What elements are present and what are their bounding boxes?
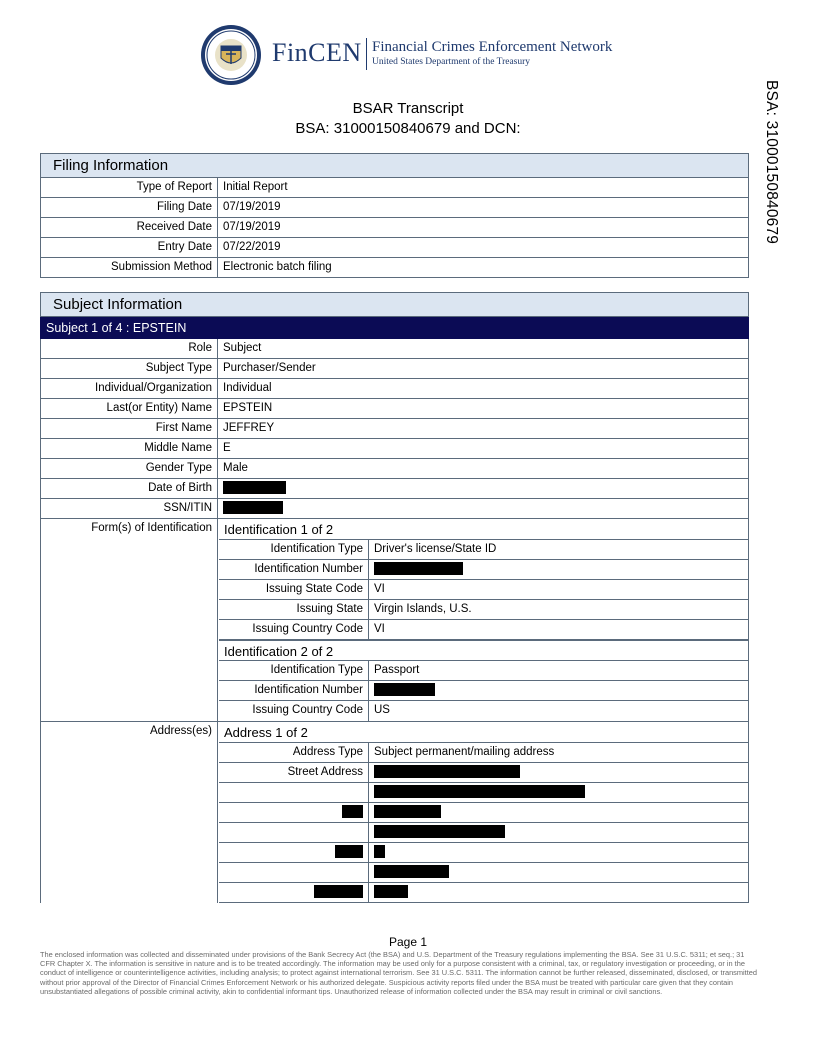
field-label: Issuing State (219, 600, 369, 619)
field-value: Male (223, 462, 248, 474)
table-row (219, 620, 748, 640)
field-label: Submission Method (41, 258, 218, 277)
field-value (369, 883, 748, 902)
field-value: Subject permanent/mailing address (374, 746, 555, 758)
brand-divider (366, 38, 367, 70)
table-row (219, 580, 748, 600)
field-value: US (374, 704, 390, 716)
legal-disclaimer: The enclosed information was collected and disseminated under provisions of the Bank Secrecy Act (the BSA) and U.S. Department of the Treasury regulations implementing the BSA. See 31 U.S.C. 5311; et seq.; 31 CFR Chapter X. The information is sensitive in nature and is to be treated accordingly. The information may be used only for a purpose consistent with a criminal, tax, or regulatory investigation or proceeding, or in the conduct of intelligence or counterintelligence activities, including analysis; to protect against international terrorism. See 31 U.S.C. 5311. The information cannot be further released, disseminated, disclosed, or transmitted without prior approval of the Director of Financial Crimes Enforcement Network or his authorized delegate. Suspicious activity reports filed under the BSA must be treated with particular care given that they contain unsubstantiated allegations of possible criminal activity, akin to confidential informant tips. Unauthorized release of information collected under the BSA may result in criminal or civil sanctions. (40, 950, 758, 996)
field-value: EPSTEIN (223, 402, 273, 414)
field-label: First Name (41, 419, 218, 438)
table-row (219, 823, 748, 843)
field-label: Form(s) of Identification (41, 519, 218, 721)
field-value (369, 783, 748, 802)
field-value: Initial Report (223, 181, 288, 193)
side-bsa-text: BSA: 31000150840679 (763, 80, 780, 245)
field-label: Issuing Country Code (219, 620, 369, 639)
field-label: Role (41, 339, 218, 358)
field-label (219, 843, 369, 862)
field-label: Gender Type (41, 459, 218, 478)
table-row (40, 459, 749, 479)
field-value: Electronic batch filing (223, 261, 332, 273)
table-row (219, 863, 748, 883)
table-row (40, 339, 749, 359)
field-value: 07/19/2019 (223, 201, 281, 213)
org-name: Financial Crimes Enforcement Network (372, 39, 613, 55)
table-row (40, 419, 749, 439)
redaction-block (374, 683, 435, 696)
field-value: Purchaser/Sender (223, 362, 316, 374)
field-label: Filing Date (41, 198, 218, 217)
field-value (218, 479, 748, 498)
redaction-block (335, 845, 363, 858)
field-label: Entry Date (41, 238, 218, 257)
field-value: Subject (223, 342, 262, 354)
field-label: Issuing Country Code (219, 701, 369, 721)
field-label: Last(or Entity) Name (41, 399, 218, 418)
field-label: Subject Type (41, 359, 218, 378)
subject-information-section (40, 292, 749, 903)
field-label: Street Address (219, 763, 369, 782)
field-label: Type of Report (41, 178, 218, 197)
redaction-block (374, 765, 520, 778)
treasury-seal-icon (200, 24, 262, 86)
field-label (219, 783, 369, 802)
field-value (369, 863, 748, 882)
field-value: VI (374, 623, 385, 635)
table-row (40, 218, 749, 238)
table-row (219, 743, 748, 763)
field-value (369, 823, 748, 842)
redaction-block (314, 885, 363, 898)
address-block (40, 722, 749, 903)
field-value: Individual (223, 382, 272, 394)
table-row (40, 258, 749, 278)
table-row (219, 783, 748, 803)
identification-2-heading: Identification 2 of 2 (219, 640, 748, 661)
table-row (40, 359, 749, 379)
field-value: 07/22/2019 (223, 241, 281, 253)
subject-bar: Subject 1 of 4 : EPSTEIN (40, 317, 749, 339)
table-row (219, 843, 748, 863)
field-label: Date of Birth (41, 479, 218, 498)
field-label (219, 803, 369, 822)
table-row (219, 540, 748, 560)
redaction-block (374, 785, 585, 798)
field-label: Identification Number (219, 560, 369, 579)
address-1-heading: Address 1 of 2 (219, 722, 748, 743)
field-value (369, 681, 748, 700)
field-label (219, 823, 369, 842)
field-label: Identification Number (219, 681, 369, 700)
side-bsa-label (758, 80, 782, 250)
redaction-block (374, 845, 385, 858)
field-label: SSN/ITIN (41, 499, 218, 518)
document-title: BSAR Transcript (352, 100, 464, 117)
field-label (219, 883, 369, 902)
field-value: Passport (374, 664, 420, 676)
table-row (219, 661, 748, 681)
field-label: Address(es) (41, 722, 218, 903)
subject-information-heading: Subject Information (40, 292, 749, 317)
table-row (219, 803, 748, 823)
table-row (219, 681, 748, 701)
table-row (40, 238, 749, 258)
field-label (219, 863, 369, 882)
field-label: Individual/Organization (41, 379, 218, 398)
field-label: Address Type (219, 743, 369, 762)
redaction-block (374, 825, 505, 838)
identification-block (40, 519, 749, 722)
filing-information-section (40, 153, 749, 278)
document-subtitle: BSA: 31000150840679 and DCN: (295, 120, 521, 137)
table-row (219, 701, 748, 721)
field-value: VI (374, 583, 385, 595)
table-row (40, 198, 749, 218)
table-row (40, 439, 749, 459)
redaction-block (374, 805, 441, 818)
page-number: Page 1 (388, 935, 428, 949)
table-row (40, 399, 749, 419)
table-row (40, 499, 749, 519)
field-label: Identification Type (219, 661, 369, 680)
field-value (369, 843, 748, 862)
field-value: 07/19/2019 (223, 221, 281, 233)
table-row (40, 178, 749, 198)
brand-name: FinCEN (272, 38, 362, 67)
field-label: Identification Type (219, 540, 369, 559)
field-label: Middle Name (41, 439, 218, 458)
fincen-logo (200, 24, 620, 88)
table-row (40, 379, 749, 399)
table-row (40, 479, 749, 499)
redaction-block (223, 481, 286, 494)
field-value: E (223, 442, 231, 454)
table-row (219, 560, 748, 580)
field-value (369, 560, 748, 579)
field-value: JEFFREY (223, 422, 275, 434)
org-subtitle: United States Department of the Treasury (372, 57, 531, 67)
field-label: Received Date (41, 218, 218, 237)
table-row (219, 600, 748, 620)
table-row (219, 883, 748, 903)
field-value: Virgin Islands, U.S. (374, 603, 472, 615)
redaction-block (374, 885, 408, 898)
redaction-block (374, 865, 449, 878)
field-value (218, 499, 748, 518)
redaction-block (342, 805, 363, 818)
field-label: Issuing State Code (219, 580, 369, 599)
table-row (219, 763, 748, 783)
identification-1-heading: Identification 1 of 2 (219, 519, 748, 540)
field-value (369, 763, 748, 782)
field-value (369, 803, 748, 822)
redaction-block (374, 562, 463, 575)
field-value: Driver's license/State ID (374, 543, 497, 555)
redaction-block (223, 501, 283, 514)
filing-information-heading: Filing Information (40, 153, 749, 178)
